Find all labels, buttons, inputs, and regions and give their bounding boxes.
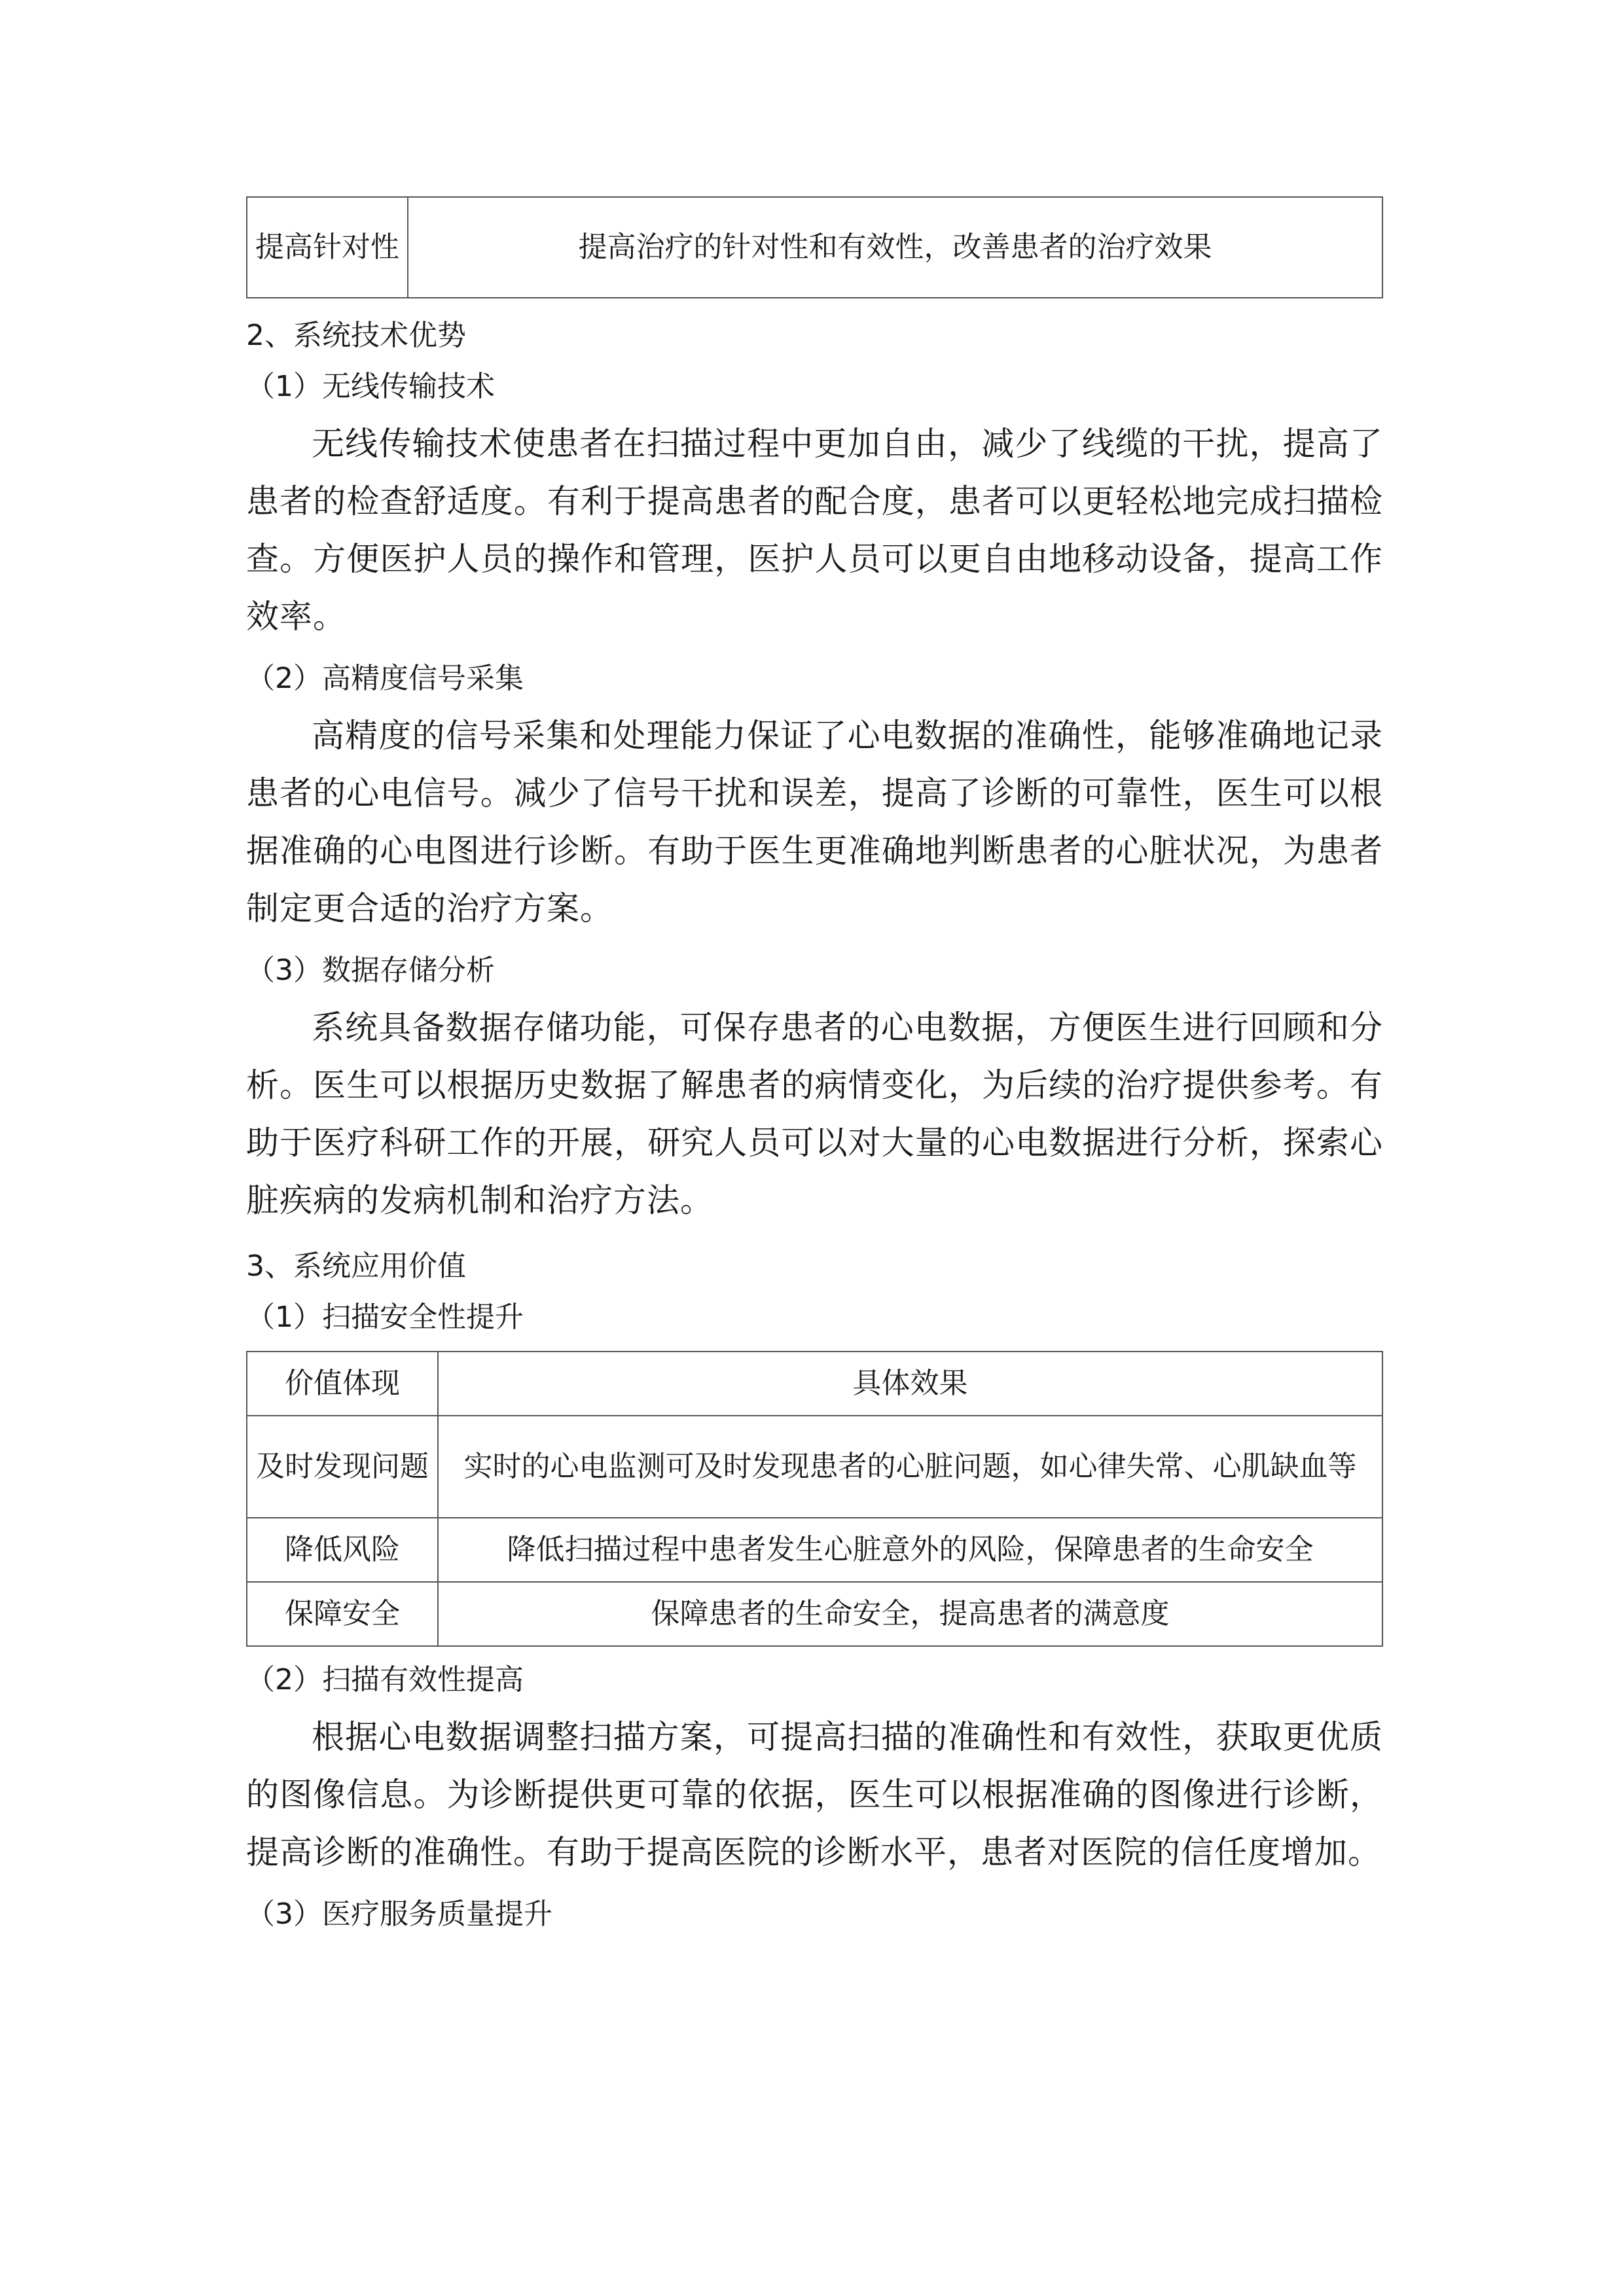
paragraph-signal: 高精度的信号采集和处理能力保证了心电数据的准确性，能够准确地记录患者的心电信号。减少了信号干扰和误差，提高了诊断的可靠性，医生可以根据准确的心电图进行诊断。有助于医生更准确地判断患者的心脏状况，为患者制定更合适的治疗方案。 [246,717,1383,927]
table-cell-value: 提高针对性 [247,197,408,298]
paragraph-wireless: 无线传输技术使患者在扫描过程中更加自由，减少了线缆的干扰，提高了患者的检查舒适度。有利于提高患者的配合度，患者可以更轻松地完成扫描检查。方便医护人员的操作和管理，医护人员可以更自由地移动设备，提高工作效率。 [246,425,1383,636]
table-cell-effect: 实时的心电监测可及时发现患者的心脏问题，如心律失常、心肌缺血等 [438,1416,1382,1518]
table-row [247,1582,1382,1646]
page-content [246,196,1383,1935]
table-row [247,1416,1382,1518]
section-heading-tech-advantages: 2、系统技术优势 [246,319,466,352]
table-cell-effect: 降低扫描过程中患者发生心脏意外的风险，保障患者的生命安全 [438,1518,1382,1582]
table-header-cell: 具体效果 [438,1352,1382,1416]
subsection-heading-effectiveness: （2）扫描有效性提高 [246,1663,524,1696]
table-row [247,1518,1382,1582]
section-heading-application-value: 3、系统应用价值 [246,1249,466,1283]
table-cell-value: 及时发现问题 [247,1416,438,1518]
table-cell-effect: 提高治疗的针对性和有效性，改善患者的治疗效果 [408,197,1382,298]
table-cell-effect: 保障患者的生命安全，提高患者的满意度 [438,1582,1382,1646]
subsection-heading-safety: （1）扫描安全性提升 [246,1300,524,1334]
paragraph-storage: 系统具备数据存储功能，可保存患者的心电数据，方便医生进行回顾和分析。医生可以根据历史数据了解患者的病情变化，为后续的治疗提供参考。有助于医疗科研工作的开展，研究人员可以对大量的心电数据进行分析，探索心脏疾病的发病机制和治疗方法。 [246,1009,1383,1219]
table-row [247,197,1382,298]
value-table-continued [246,196,1383,298]
subsection-heading-signal: （2）高精度信号采集 [246,662,524,695]
subsection-heading-storage: （3）数据存储分析 [246,954,495,987]
subsection-heading-service-quality: （3）医疗服务质量提升 [246,1897,552,1931]
table-header-row [247,1352,1382,1416]
table-header-cell: 价值体现 [247,1352,438,1416]
subsection-heading-wireless: （1）无线传输技术 [246,370,495,403]
table-cell-value: 降低风险 [247,1518,438,1582]
paragraph-effectiveness: 根据心电数据调整扫描方案，可提高扫描的准确性和有效性，获取更优质的图像信息。为诊断提供更可靠的依据，医生可以根据准确的图像进行诊断，提高诊断的准确性。有助于提高医院的诊断水平，患者对医院的信任度增加。 [246,1718,1383,1871]
safety-value-table [246,1351,1383,1647]
table-cell-value: 保障安全 [247,1582,438,1646]
